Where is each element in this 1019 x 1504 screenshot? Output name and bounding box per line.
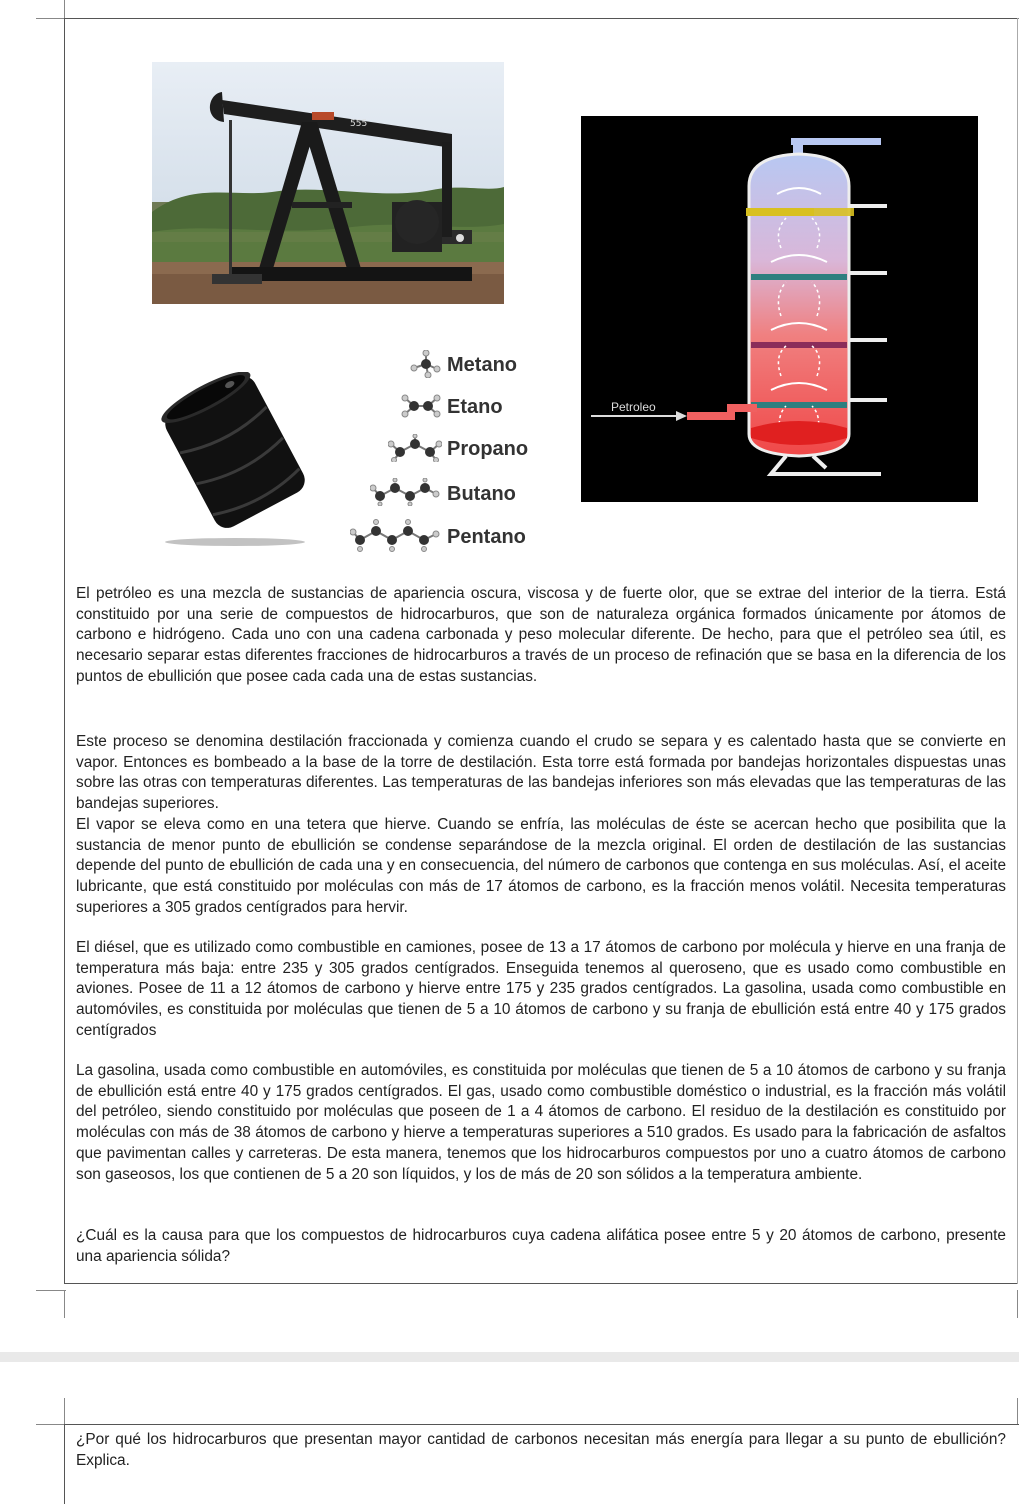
pumpjack-photo bbox=[152, 62, 504, 304]
bottom-left-tick bbox=[64, 1290, 65, 1318]
paragraph-2: Este proceso se denomina destilación fraccionada y comienza cuando el crudo se separa y es calentado hasta que se convierte en vapor. Entonces es bombeado a la base de la torre de destilación. Esta torre está formada por bandejas horizontales dispuestas unas sobre las otras con temperaturas diferentes. Las temperaturas de las bandejas inferiores son más elevadas que las temperaturas de las bandejas superiores. bbox=[76, 733, 1006, 813]
molecule-label-pentano: Pentano bbox=[447, 526, 526, 548]
molecule-label-etano: Etano bbox=[447, 396, 503, 418]
pentane-icon bbox=[350, 518, 442, 552]
molecule-label-propano: Propano bbox=[447, 438, 529, 460]
right-border bbox=[1017, 18, 1018, 1284]
propane-icon bbox=[388, 434, 442, 462]
paragraph-1: El petróleo es una mezcla de sustancias de apariencia oscura, viscosa y de fuerte olor, que se extrae del interior de la tierra. Está constituido por una serie de compuestos de hidrocarburos, que son de naturaleza orgánica formados únicamente por átomos de carbono e hidrógeno. Cada uno con una cadena carbonada y peso molecular diferente. De hecho, para que el petróleo sea útil, es necesario separar estas diferentes fracciones de hidrocarburos a través de un proceso de refinación que se basa en la diferencia de los puntos de ebullición que posee cada cada una de estas sustancias. bbox=[76, 585, 1006, 685]
paragraph-4: El diésel, que es utilizado como combustible en camiones, posee de 13 a 17 átomos de carbono por molécula y hierve en una franja de temperatura más baja: entre 235 y 305 grados centígrados. Enseguida tenemos al queroseno, que es usado como combustible en aviones. Posee de 11 a 12 átomos de carbono y hierve entre 175 y 235 grados centígrados. La gasolina, usada como combustible en automóviles, es constituida por moléculas que tienen de 5 a 10 átomos de carbono y su franja de ebullición está entre 40 y 175 grados centígrados bbox=[76, 939, 1006, 1039]
question-2: ¿Por qué los hidrocarburos que presentan mayor cantidad de carbonos necesitan más energía para llegar a su punto de ebullición? Explica. bbox=[76, 1431, 1006, 1469]
methane-icon bbox=[408, 350, 442, 378]
paragraph-3: El vapor se eleva como en una tetera que hierve. Cuando se enfría, las moléculas de éste se acercan hecho que posibilita que la sustancia de menor punto de ebullición se condense separándose de la mezcla original. El orden de destilación de las sustancias depende del punto de ebullición de cada una y en consecuencia, del número de carbonos que contenga en sus moléculas. Así, el aceite lubricante, que está constituido por moléculas con más de 17 átomos de carbono, es la fracción menos volátil. Necesita temperaturas superiores a 305 grados centígrados para hervir. bbox=[76, 816, 1006, 916]
beam-sign-plate bbox=[312, 112, 334, 120]
page-gap bbox=[0, 1352, 1019, 1362]
tower-input-label: Petroleo bbox=[611, 400, 656, 414]
molecule-label-butano: Butano bbox=[447, 483, 516, 505]
beam-sign: 555 bbox=[350, 119, 368, 129]
ethane-icon bbox=[400, 394, 442, 418]
top-left-tick bbox=[64, 0, 65, 18]
butane-icon bbox=[370, 478, 442, 506]
page2-left-tick bbox=[64, 1398, 65, 1424]
bottom-rule bbox=[36, 1290, 66, 1291]
molecule-label-metano: Metano bbox=[447, 354, 517, 376]
question-1: ¿Cuál es la causa para que los compuestos de hidrocarburos cuya cadena alifática posee entre 5 y 20 átomos de carbono, presente una apariencia sólida? bbox=[76, 1227, 1006, 1265]
page2-rule bbox=[36, 1424, 66, 1425]
page2-right-tick bbox=[1017, 1398, 1018, 1424]
paragraph-5: La gasolina, usada como combustible en automóviles, es constituida por moléculas que tienen de 5 a 10 átomos de carbono y su franja de ebullición está entre 40 y 175 grados centígrados. El gas, usado como combustible doméstico o industrial, es la fracción más volátil del petróleo, siendo constituido por moléculas que poseen de 1 a 4 átomos de carbono. El residuo de la destilación es constituido por moléculas con más de 38 átomos de carbono y hierve a temperaturas superiores a 510 grados. Es usado para la fabricación de asfaltos que pavimentan calles y carreteras. De esta manera, tenemos que los hidrocarburos compuestos por uno a cuatro átomos de carbono son gaseosos, los que contienen de 5 a 20 son líquidos, y los de más de 20 son sólidos a la temperatura ambiente. bbox=[76, 1062, 1006, 1183]
distillation-tower-diagram bbox=[581, 116, 978, 502]
oil-barrel-icon bbox=[150, 372, 320, 552]
bottom-right-tick bbox=[1017, 1290, 1018, 1318]
